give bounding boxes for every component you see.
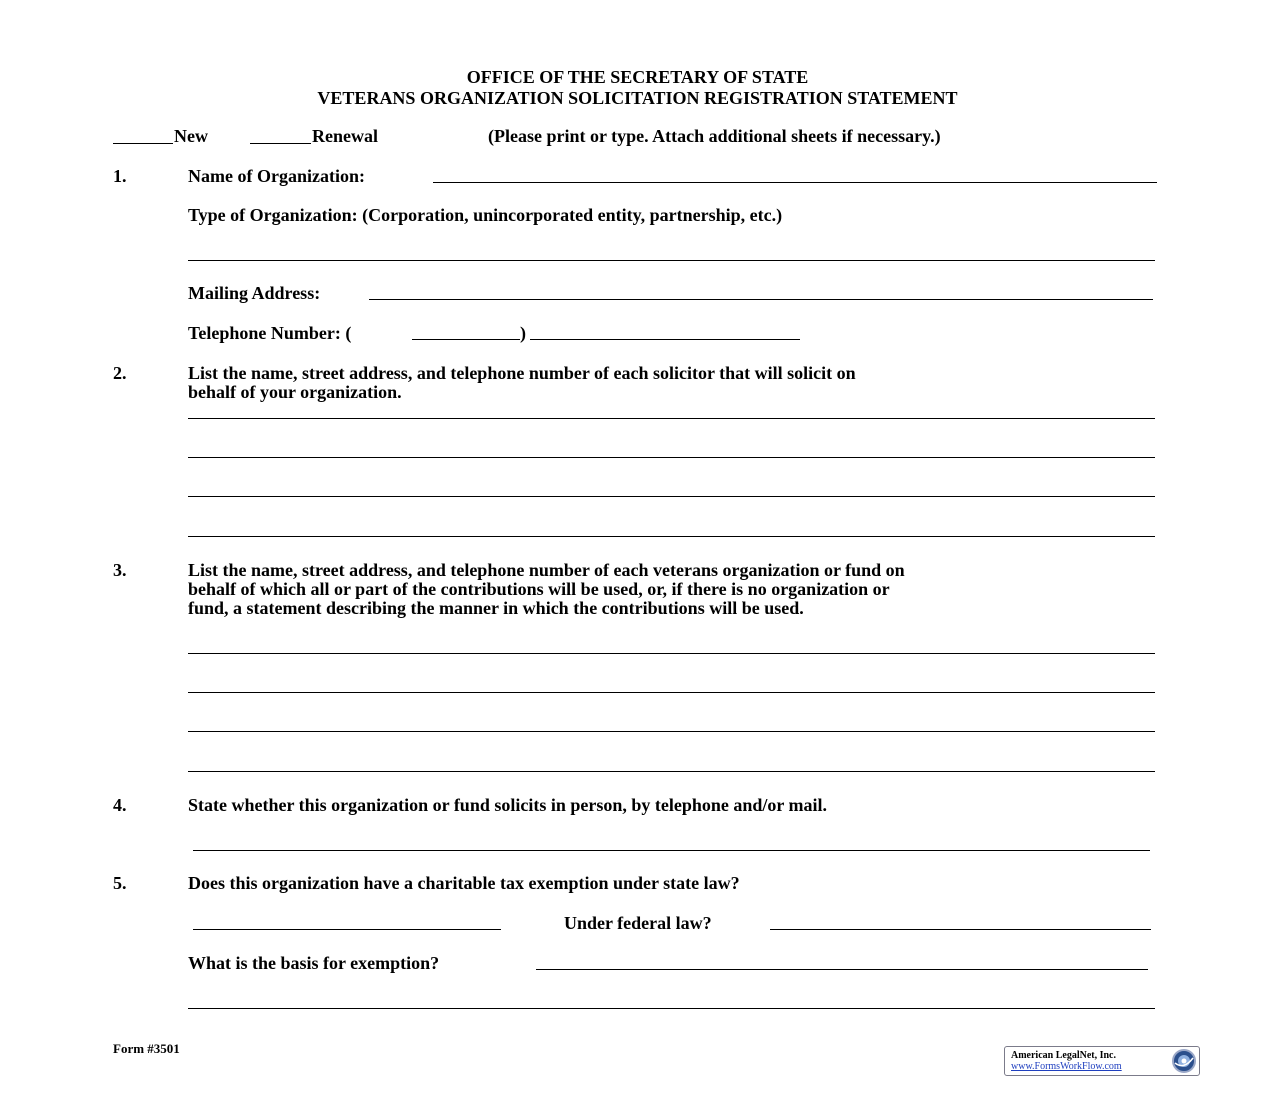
new-label: New bbox=[174, 126, 208, 146]
solicitor-line-1[interactable] bbox=[188, 418, 1155, 419]
publisher-website-link[interactable]: www.FormsWorkFlow.com bbox=[1011, 1061, 1122, 1072]
section-5-text: Does this organization have a charitable tax exemption under state law? bbox=[188, 873, 740, 893]
telephone-label: Telephone Number: ( bbox=[188, 323, 352, 343]
section-5-number: 5. bbox=[113, 873, 127, 893]
form-title-statement: VETERANS ORGANIZATION SOLICITATION REGISTRATION STATEMENT bbox=[317, 88, 958, 108]
section-1-number: 1. bbox=[113, 166, 127, 186]
new-checkbox-line[interactable] bbox=[113, 143, 173, 144]
fund-line-1[interactable] bbox=[188, 653, 1155, 654]
mailing-address-field[interactable] bbox=[369, 299, 1153, 300]
solicitor-line-3[interactable] bbox=[188, 496, 1155, 497]
section-2-text-line-1: List the name, street address, and telephone number of each solicitor that will solicit on bbox=[188, 363, 856, 383]
federal-exemption-field[interactable] bbox=[770, 929, 1151, 930]
instructions-text: (Please print or type. Attach additional sheets if necessary.) bbox=[488, 126, 941, 146]
renewal-label: Renewal bbox=[312, 126, 378, 146]
state-exemption-field[interactable] bbox=[193, 929, 501, 930]
fund-line-3[interactable] bbox=[188, 731, 1155, 732]
exemption-basis-label: What is the basis for exemption? bbox=[188, 953, 440, 973]
section-3-text-line-3: fund, a statement describing the manner in which the contributions will be used. bbox=[188, 598, 804, 618]
solicitor-line-4[interactable] bbox=[188, 536, 1155, 537]
mailing-address-label: Mailing Address: bbox=[188, 283, 321, 303]
section-3-text-line-2: behalf of which all or part of the contributions will be used, or, if there is no organization or bbox=[188, 579, 890, 599]
publisher-company-name: American LegalNet, Inc. bbox=[1011, 1050, 1116, 1061]
telephone-close-paren: ) bbox=[520, 323, 526, 343]
form-number: Form #3501 bbox=[113, 1041, 180, 1056]
exemption-basis-field-continued[interactable] bbox=[188, 1008, 1155, 1009]
publisher-logo[interactable] bbox=[1004, 1046, 1200, 1076]
form-title-office: OFFICE OF THE SECRETARY OF STATE bbox=[466, 67, 809, 87]
solicitation-method-field[interactable] bbox=[193, 850, 1150, 851]
section-2-number: 2. bbox=[113, 363, 127, 383]
telephone-area-code-field[interactable] bbox=[412, 339, 520, 340]
organization-type-label: Type of Organization: (Corporation, unincorporated entity, partnership, etc.) bbox=[188, 205, 783, 225]
globe-icon bbox=[1171, 1048, 1197, 1074]
organization-name-label: Name of Organization: bbox=[188, 166, 365, 186]
exemption-basis-field[interactable] bbox=[536, 969, 1148, 970]
telephone-number-field[interactable] bbox=[530, 339, 800, 340]
solicitor-line-2[interactable] bbox=[188, 457, 1155, 458]
fund-line-4[interactable] bbox=[188, 771, 1155, 772]
section-4-number: 4. bbox=[113, 795, 127, 815]
organization-type-field[interactable] bbox=[188, 260, 1155, 261]
fund-line-2[interactable] bbox=[188, 692, 1155, 693]
section-4-text: State whether this organization or fund solicits in person, by telephone and/or mail. bbox=[188, 795, 828, 815]
section-3-number: 3. bbox=[113, 560, 127, 580]
federal-law-label: Under federal law? bbox=[564, 913, 712, 933]
section-2-text-line-2: behalf of your organization. bbox=[188, 382, 402, 402]
organization-name-field[interactable] bbox=[433, 182, 1157, 183]
section-3-text-line-1: List the name, street address, and telephone number of each veterans organization or fund on bbox=[188, 560, 905, 580]
renewal-checkbox-line[interactable] bbox=[250, 143, 311, 144]
